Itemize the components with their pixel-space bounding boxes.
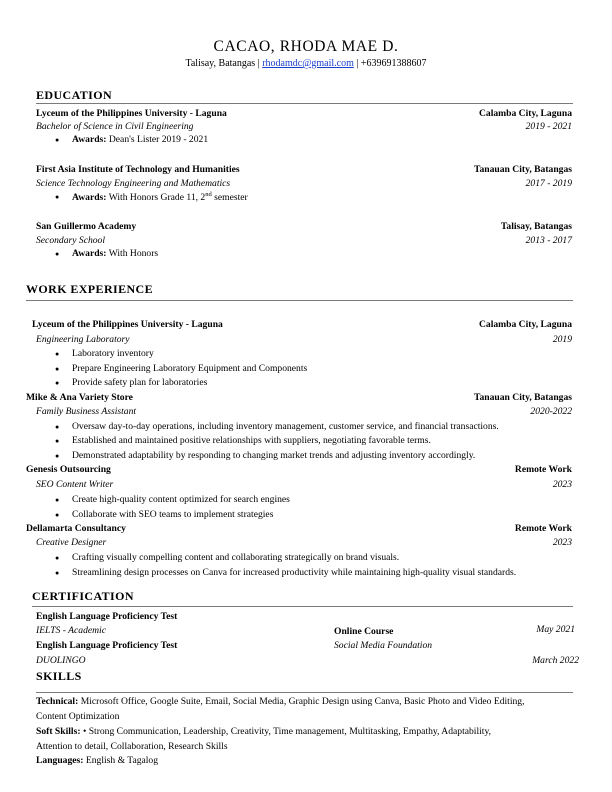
cert-date: May 2021: [536, 624, 575, 635]
section-title-skills: SKILLS: [36, 669, 82, 683]
work-bullet: ● Crafting visually compelling content and collaborating strategically on brand visuals.: [72, 552, 399, 563]
work-role: SEO Content Writer: [36, 479, 114, 490]
section-divider: [36, 103, 573, 104]
education-school: San Guillermo Academy: [36, 221, 137, 232]
skills-soft: Soft Skills: • Strong Communication, Leadership, Creativity, Time management, Multitasking, Empathy, Adaptability,: [36, 726, 492, 737]
cert-name: English Language Proficiency Test: [36, 611, 178, 622]
skills-technical-cont: Content Optimization: [36, 711, 120, 722]
work-years: 2023: [552, 537, 572, 548]
education-school: Lyceum of the Philippines University - Laguna: [36, 108, 227, 119]
work-place: Tanauan City, Batangas: [473, 392, 572, 403]
work-place: Remote Work: [514, 523, 572, 534]
work-org: Genesis Outsourcing: [26, 464, 111, 475]
email-link[interactable]: rhodamdc@gmail.com: [262, 58, 354, 69]
work-years: 2023: [552, 479, 572, 490]
work-years: 2019: [552, 334, 572, 345]
work-years: 2020-2022: [530, 406, 572, 417]
section-divider: [26, 300, 573, 301]
education-place: Calamba City, Laguna: [478, 108, 572, 119]
education-years: 2017 - 2019: [525, 178, 572, 189]
education-awards: ● Awards: Dean's Lister 2019 - 2021: [72, 134, 208, 145]
skills-languages: Languages: English & Tagalog: [36, 755, 159, 766]
location: Talisay, Batangas: [185, 58, 256, 69]
section-divider: [32, 606, 573, 607]
work-place: Remote Work: [514, 464, 572, 475]
work-bullet: ● Create high-quality content optimized for search engines: [72, 494, 290, 505]
work-bullet: ● Demonstrated adaptability by responding to changing market trends and adjusting inventory accordingly.: [72, 450, 475, 461]
work-place: Calamba City, Laguna: [478, 319, 572, 330]
cert-date: March 2022: [532, 655, 579, 666]
work-org: Dellamarta Consultancy: [26, 523, 126, 534]
cert-issuer: IELTS - Academic: [36, 625, 106, 636]
education-place: Talisay, Batangas: [500, 221, 572, 232]
education-place: Tanauan City, Batangas: [473, 164, 572, 175]
education-awards: ● Awards: With Honors Grade 11, 2nd semester: [72, 191, 248, 203]
contact-line: Talisay, Batangas | rhodamdc@gmail.com | +639691388607: [185, 58, 427, 69]
skills-technical: Technical: Microsoft Office, Google Suite, Email, Social Media, Graphic Design using Canva, Basic Photo and Video Editing,: [36, 696, 525, 707]
cert-name: English Language Proficiency Test: [36, 640, 178, 651]
education-years: 2013 - 2017: [525, 235, 572, 246]
cert-name: Online Course: [334, 626, 394, 637]
work-role: Creative Designer: [36, 537, 107, 548]
work-org: Lyceum of the Philippines University - Laguna: [32, 319, 223, 330]
work-bullet: ● Prepare Engineering Laboratory Equipment and Components: [72, 363, 307, 374]
work-org: Mike & Ana Variety Store: [26, 392, 133, 403]
education-years: 2019 - 2021: [525, 121, 572, 132]
work-bullet: ● Oversaw day-to-day operations, including inventory management, customer service, and financial transactions.: [72, 421, 499, 432]
work-bullet: ● Streamlining design processes on Canva for increased productivity while maintaining high-quality visual standards.: [72, 567, 516, 578]
education-program: Science Technology Engineering and Mathematics: [36, 178, 231, 189]
work-bullet: ● Provide safety plan for laboratories: [72, 377, 207, 388]
cert-issuer: Social Media Foundation: [334, 640, 433, 651]
work-role: Family Business Assistant: [36, 406, 137, 417]
work-bullet: ● Established and maintained positive relationships with suppliers, negotiating favorable terms.: [72, 435, 431, 446]
skills-soft-cont: Attention to detail, Collaboration, Research Skills: [36, 741, 228, 752]
education-school: First Asia Institute of Technology and Humanities: [36, 164, 240, 175]
section-title-certification: CERTIFICATION: [32, 589, 134, 603]
section-title-education: EDUCATION: [36, 88, 113, 102]
work-role: Engineering Laboratory: [36, 334, 130, 345]
education-program: Bachelor of Science in Civil Engineering: [36, 121, 194, 132]
candidate-name: CACAO, RHODA MAE D.: [213, 38, 399, 55]
cert-issuer: DUOLINGO: [36, 655, 86, 666]
section-divider: [36, 692, 573, 693]
section-title-work: WORK EXPERIENCE: [26, 282, 154, 296]
work-bullet: ● Laboratory inventory: [72, 348, 154, 359]
education-awards: ● Awards: With Honors: [72, 248, 158, 259]
work-bullet: ● Collaborate with SEO teams to implement strategies: [72, 509, 273, 520]
phone: +639691388607: [360, 58, 427, 69]
education-program: Secondary School: [36, 235, 106, 246]
